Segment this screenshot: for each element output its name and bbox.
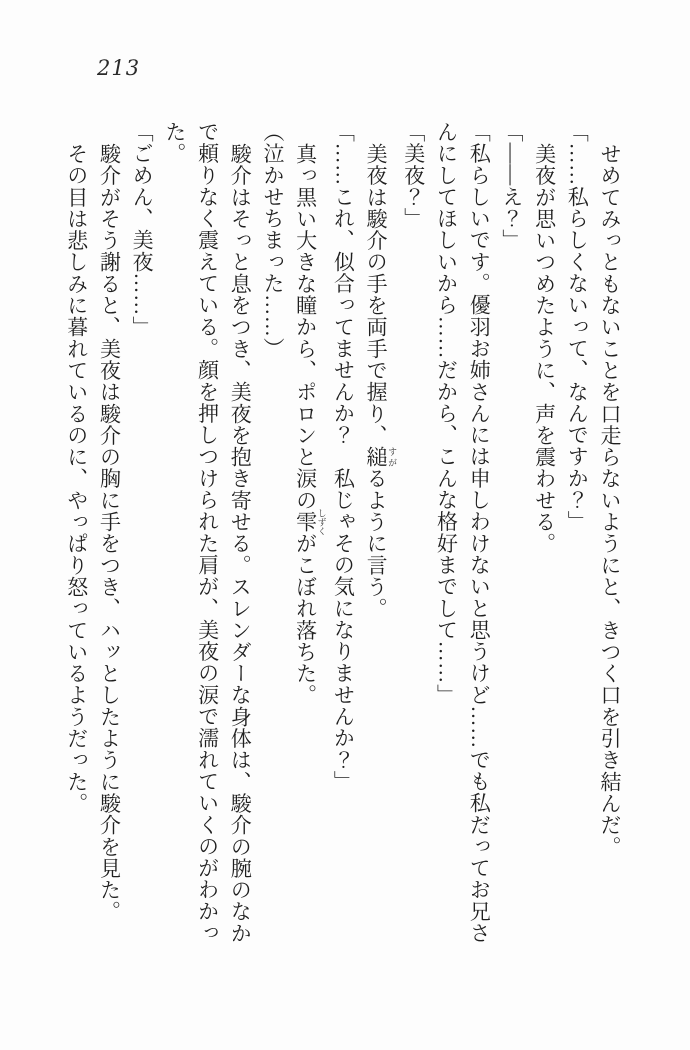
- paragraph: 「私らしいです。優羽お姉さんには申しわけないと思うけど……でも私だってお兄さんにしてほしいから……だから、こんな格好までして……」: [434, 121, 492, 944]
- paragraph: せめてみっともないことを口走らないようにと、きつく口を引き結んだ。: [598, 142, 622, 858]
- ruby-annotated-kanji: 縋 すが: [364, 445, 398, 468]
- paragraph: 「——え？」: [499, 121, 524, 251]
- novel-text-block: [64, 121, 626, 945]
- ruby-annotated-kanji: 雫 しずく: [293, 508, 327, 536]
- paragraph: 美夜が思いつめたように、声を震わせる。: [532, 142, 557, 554]
- paragraph: 「……私らしくないって、なんですか？」: [565, 121, 590, 533]
- paragraph: その目は悲しみに暮れているのに、やっぱり怒っているようだった。: [64, 142, 89, 814]
- paragraph: 「……これ、似合ってませんか？ 私じゃその気になりませんか？」: [331, 121, 356, 793]
- paragraph: 「美夜？」: [401, 121, 426, 230]
- paragraph: 駿介がそう謝ると、美夜は駿介の胸に手をつき、ハッとしたように駿介を見た。: [97, 142, 122, 923]
- paragraph: 駿介はそっと息をつき、美夜を抱き寄せる。スレンダーな身体は、駿介の腕のなかで頼りなく震えている。顔を押しつけられた肩が、美夜の涙で濡れていくのがわかった。: [162, 121, 253, 944]
- page-number: 213: [97, 56, 141, 80]
- paragraph: 「ごめん、美夜……」: [130, 121, 155, 338]
- paragraph: （泣かせちまった……）: [260, 121, 285, 360]
- paragraph: 真っ黒い大きな瞳から、ポロンと涙の雫 しずくがこぼれ落ちた。: [293, 142, 327, 706]
- paragraph: 美夜は駿介の手を両手で握り、縋 すがるように言う。: [364, 142, 398, 619]
